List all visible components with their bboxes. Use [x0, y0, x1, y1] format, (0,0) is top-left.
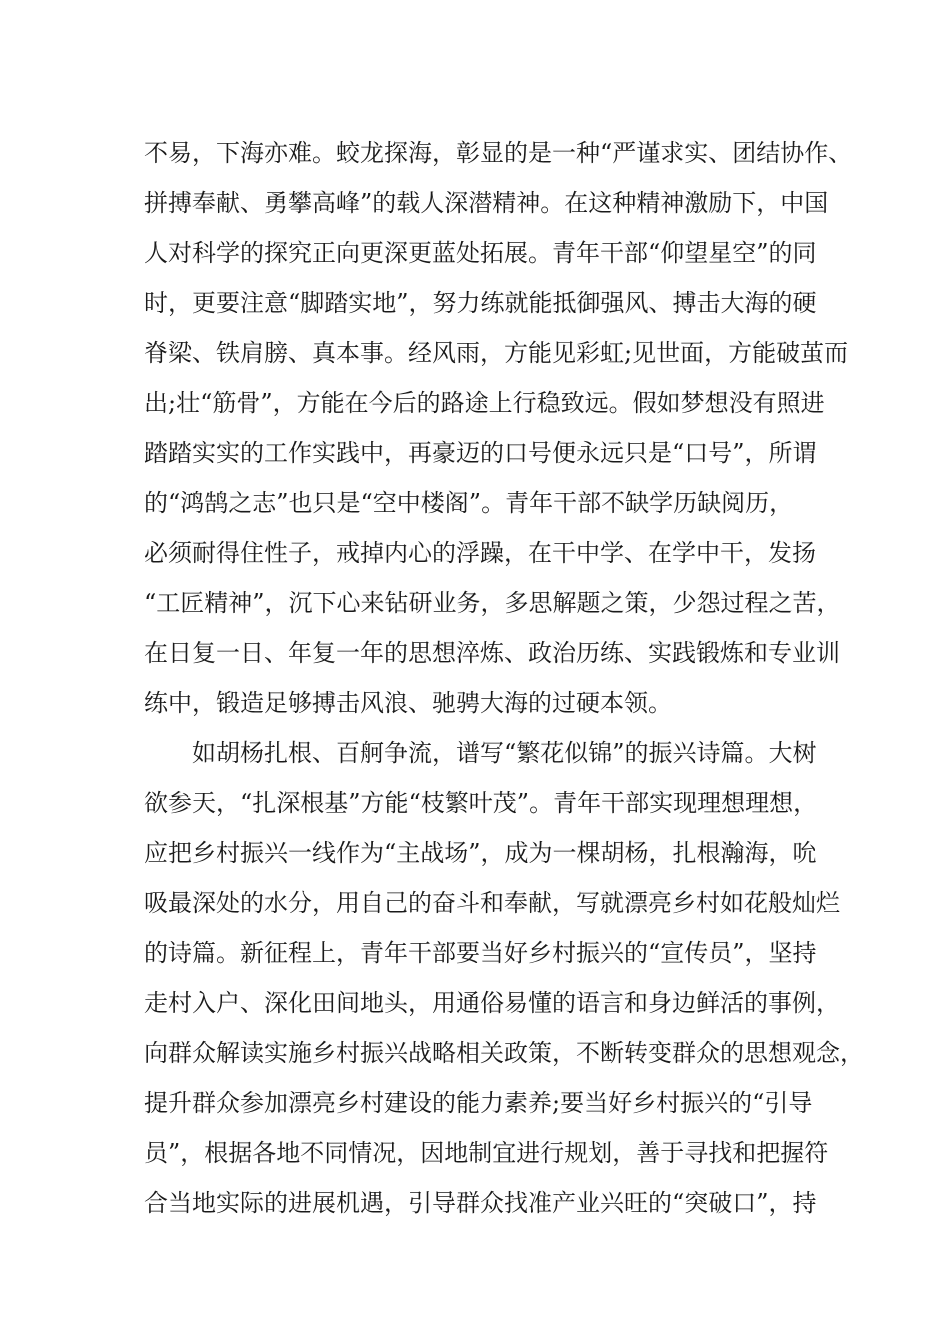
text-line: 欲参天，“扎深根基”方能“枝繁叶茂”。青年干部实现理想理想， — [144, 789, 818, 817]
text-line: 拼搏奉献、勇攀高峰”的载人深潜精神。在这种精神激励下，中国 — [144, 189, 829, 217]
text-line: 的诗篇。新征程上，青年干部要当好乡村振兴的“宣传员”，坚持 — [144, 939, 817, 967]
body-text — [144, 128, 864, 1228]
text-line: 人对科学的探究正向更深更蓝处拓展。青年干部“仰望星空”的同 — [144, 239, 817, 267]
text-line: 不易，下海亦难。蛟龙探海，彰显的是一种“严谨求实、团结协作、 — [144, 139, 853, 167]
text-line: 在日复一日、年复一年的思想淬炼、政治历练、实践锻炼和专业训 — [144, 639, 840, 667]
text-line: 时，更要注意“脚踏实地”，努力练就能抵御强风、搏击大海的硬 — [144, 289, 817, 317]
text-line: “工匠精神”，沉下心来钻研业务，多思解题之策，少怨过程之苦， — [144, 589, 841, 617]
text-line: 的“鸿鹄之志”也只是“空中楼阁”。青年干部不缺学历缺阅历， — [144, 489, 794, 517]
text-line: 出;壮“筋骨”，方能在今后的路途上行稳致远。假如梦想没有照进 — [144, 389, 825, 417]
text-line: 合当地实际的进展机遇，引导群众找准产业兴旺的“突破口”，持 — [144, 1189, 817, 1217]
text-line-indented: 如胡杨扎根、百舸争流，谱写“繁花似锦”的振兴诗篇。大树 — [192, 739, 817, 767]
paragraph-1 — [144, 128, 853, 728]
text-line: 向群众解读实施乡村振兴战略相关政策，不断转变群众的思想观念， — [144, 1039, 864, 1067]
text-line: 走村入户、深化田间地头，用通俗易懂的语言和身边鲜活的事例， — [144, 989, 840, 1017]
paragraph-2 — [144, 728, 864, 1228]
text-line: 吸最深处的水分，用自己的奋斗和奉献，写就漂亮乡村如花般灿烂 — [144, 889, 840, 917]
text-line: 提升群众参加漂亮乡村建设的能力素养;要当好乡村振兴的“引导 — [144, 1089, 813, 1117]
text-line: 应把乡村振兴一线作为“主战场”，成为一棵胡杨，扎根瀚海，吮 — [144, 839, 817, 867]
text-line: 踏踏实实的工作实践中，再豪迈的口号便永远只是“口号”，所谓 — [144, 439, 817, 467]
text-line: 练中，锻造足够搏击风浪、驰骋大海的过硬本领。 — [144, 689, 672, 717]
text-line: 脊梁、铁肩膀、真本事。经风雨，方能见彩虹;见世面，方能破茧而 — [144, 339, 849, 367]
text-line: 员”，根据各地不同情况，因地制宜进行规划，善于寻找和把握符 — [144, 1139, 829, 1167]
text-line: 必须耐得住性子，戒掉内心的浮躁，在干中学、在学中干，发扬 — [144, 539, 816, 567]
